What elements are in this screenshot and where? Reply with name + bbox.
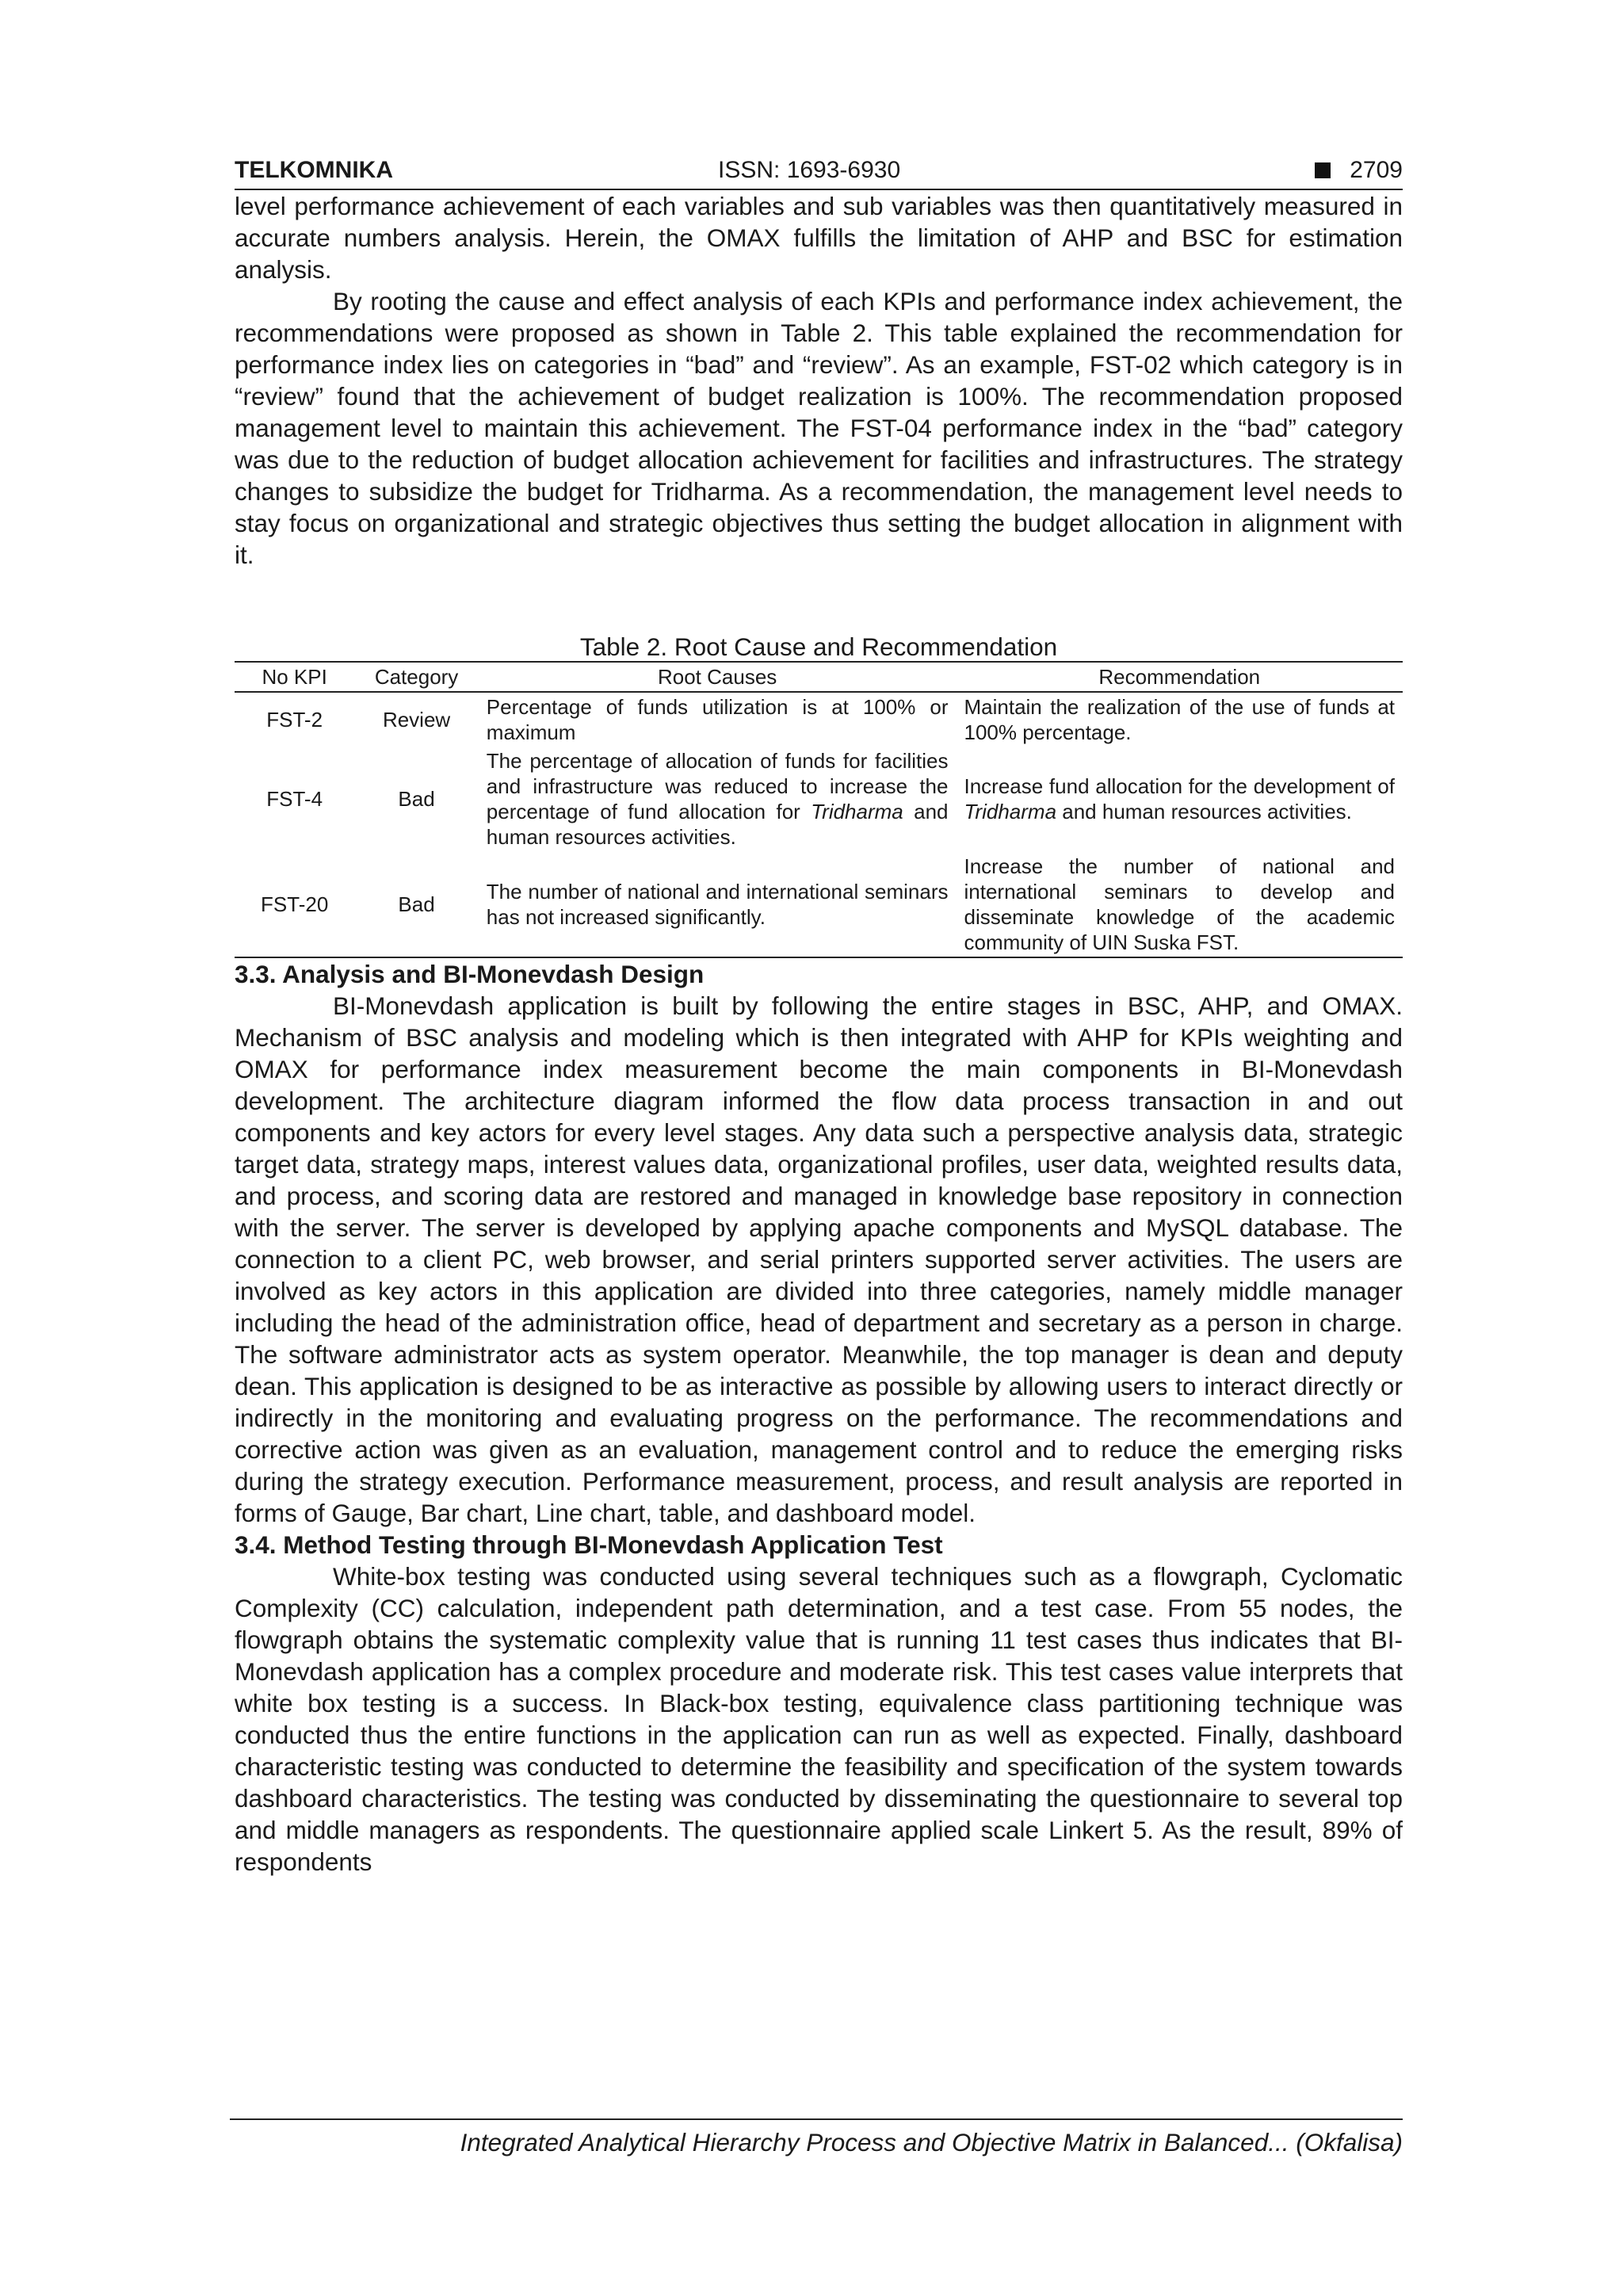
table-caption: Table 2. Root Cause and Recommendation: [579, 632, 1058, 661]
root-cause-text-end: and human resources activities.: [486, 800, 949, 849]
intro-paragraph-1: level performance achievement of each variables and sub variables was then quantitatively measured in accurate numbers analysis. Herein, the OMAX fulfills the limitation of AHP and BSC for estimation analysis.: [235, 192, 1403, 284]
cell-kpi: FST-4: [266, 787, 323, 811]
cell-recommendation: [956, 747, 1403, 851]
root-cause-table: [235, 661, 1403, 958]
cell-recommendation: Maintain the realization of the use of funds at 100% percentage.: [964, 695, 1395, 744]
running-footer: Integrated Analytical Hierarchy Process and Objective Matrix in Balanced... (Okfalisa): [230, 2118, 1403, 2157]
cell-category: Review: [382, 708, 451, 732]
cell-category: Bad: [398, 787, 435, 811]
cell-root-cause: [479, 747, 957, 851]
root-cause-emphasis: Tridharma: [811, 800, 903, 823]
square-bullet-icon: [1315, 162, 1331, 178]
section-3-4-heading: 3.4. Method Testing through BI-Monevdash Application Test: [235, 1530, 943, 1559]
cell-root-cause: Percentage of funds utilization is at 100% or maximum: [486, 695, 949, 744]
root-cause-text: The percentage of allocation of funds for facilities and infrastructure was reduced to increase the percentage of fund allocation for: [486, 749, 949, 823]
paper-page: [235, 151, 1403, 1878]
page-number: [1315, 157, 1403, 184]
header-recommendation: Recommendation: [956, 662, 1403, 692]
journal-name: TELKOMNIKA: [235, 157, 393, 183]
header-category: Category: [354, 662, 478, 692]
cell-recommendation: Increase the number of national and international seminars to develop and disseminate knowledge of the academic community of UIN Suska FST.: [956, 851, 1403, 957]
section-3-4-paragraph: White-box testing was conducted using several techniques such as a flowgraph, Cyclomatic Complexity (CC) calculation, independent path determination, and a test case. From 55 nodes, the flowgraph obtains the systematic complexity value that is running 11 test cases thus indicates that BI-Monevdash application has a complex procedure and moderate risk. This test cases value interprets that white box testing is a success. In Black-box testing, equivalence class partitioning technique was conducted thus the entire functions in the application can run as well as expected. Finally, dashboard characteristic testing was conducted to determine the feasibility and specification of the system towards dashboard characteristics. The testing was conducted by disseminating the questionnaire to several top and middle managers as respondents. The questionnaire applied scale Linkert 5. As the result, 89% of respondents: [235, 1562, 1403, 1876]
cell-root-cause: The number of national and international seminars has not increased significantly.: [479, 851, 957, 957]
table-row: [235, 692, 1403, 747]
table-row: [235, 747, 1403, 851]
recommendation-text-end: and human resources activities.: [1056, 800, 1352, 823]
recommendation-emphasis: Tridharma: [964, 800, 1057, 823]
section-3-3-paragraph: BI-Monevdash application is built by following the entire stages in BSC, AHP, and OMAX. Mechanism of BSC analysis and modeling which is then integrated with AHP for KPIs weighting and OMAX for performance index measurement become the main components in BI-Monevdash development. The architecture diagram informed the flow data process transaction in and out components and key actors for every level stages. Any data such a perspective analysis data, strategic target data, strategy maps, interest values data, organizational profiles, user data, weighted results data, and process, and scoring data are restored and managed in knowledge base repository in connection with the server. The server is developed by applying apache components and MySQL database. The connection to a client PC, web browser, and serial printers supported server activities. The users are involved as key actors in this application are divided into three categories, namely middle manager including the head of the administration office, head of department and secretary as a person in charge. The software administrator acts as system operator. Meanwhile, the top manager is dean and deputy dean. This application is designed to be as interactive as possible by allowing users to interact directly or indirectly in the monitoring and evaluating progress on the performance. The recommendations and corrective action was given as an evaluation, management control and to reduce the emerging risks during the strategy execution. Performance measurement, process, and result analysis are reported in forms of Gauge, Bar chart, Line chart, table, and dashboard model.: [235, 991, 1403, 1527]
cell-category: Bad: [354, 851, 478, 957]
recommendation-text: Increase fund allocation for the development of: [964, 774, 1395, 798]
cell-kpi: FST-2: [266, 708, 323, 732]
cell-kpi: FST-20: [235, 851, 354, 957]
header-no-kpi: No KPI: [235, 662, 354, 692]
page-number-value: 2709: [1350, 157, 1403, 183]
running-header: [235, 151, 1403, 190]
intro-paragraph-2: By rooting the cause and effect analysis of each KPIs and performance index achievement, the recommendations were proposed as shown in Table 2. This table explained the recommendation for performance index lies on categories in “bad” and “review”. As an example, FST-02 which category is in “review” found that the achievement of budget realization is 100%. The recommendation proposed management level to maintain this achievement. The FST-04 performance index in the “bad” category was due to the reduction of budget allocation achievement for facilities and infrastructures. The strategy changes to subsidize the budget for Tridharma. As a recommendation, the management level needs to stay focus on organizational and strategic objectives thus setting the budget allocation in alignment with it.: [235, 287, 1403, 569]
issn: ISSN: 1693-6930: [718, 157, 901, 183]
table-row: [235, 851, 1403, 957]
section-3-3-heading: 3.3. Analysis and BI-Monevdash Design: [235, 960, 705, 988]
header-root-causes: Root Causes: [479, 662, 957, 692]
table-header-row: [235, 662, 1403, 692]
